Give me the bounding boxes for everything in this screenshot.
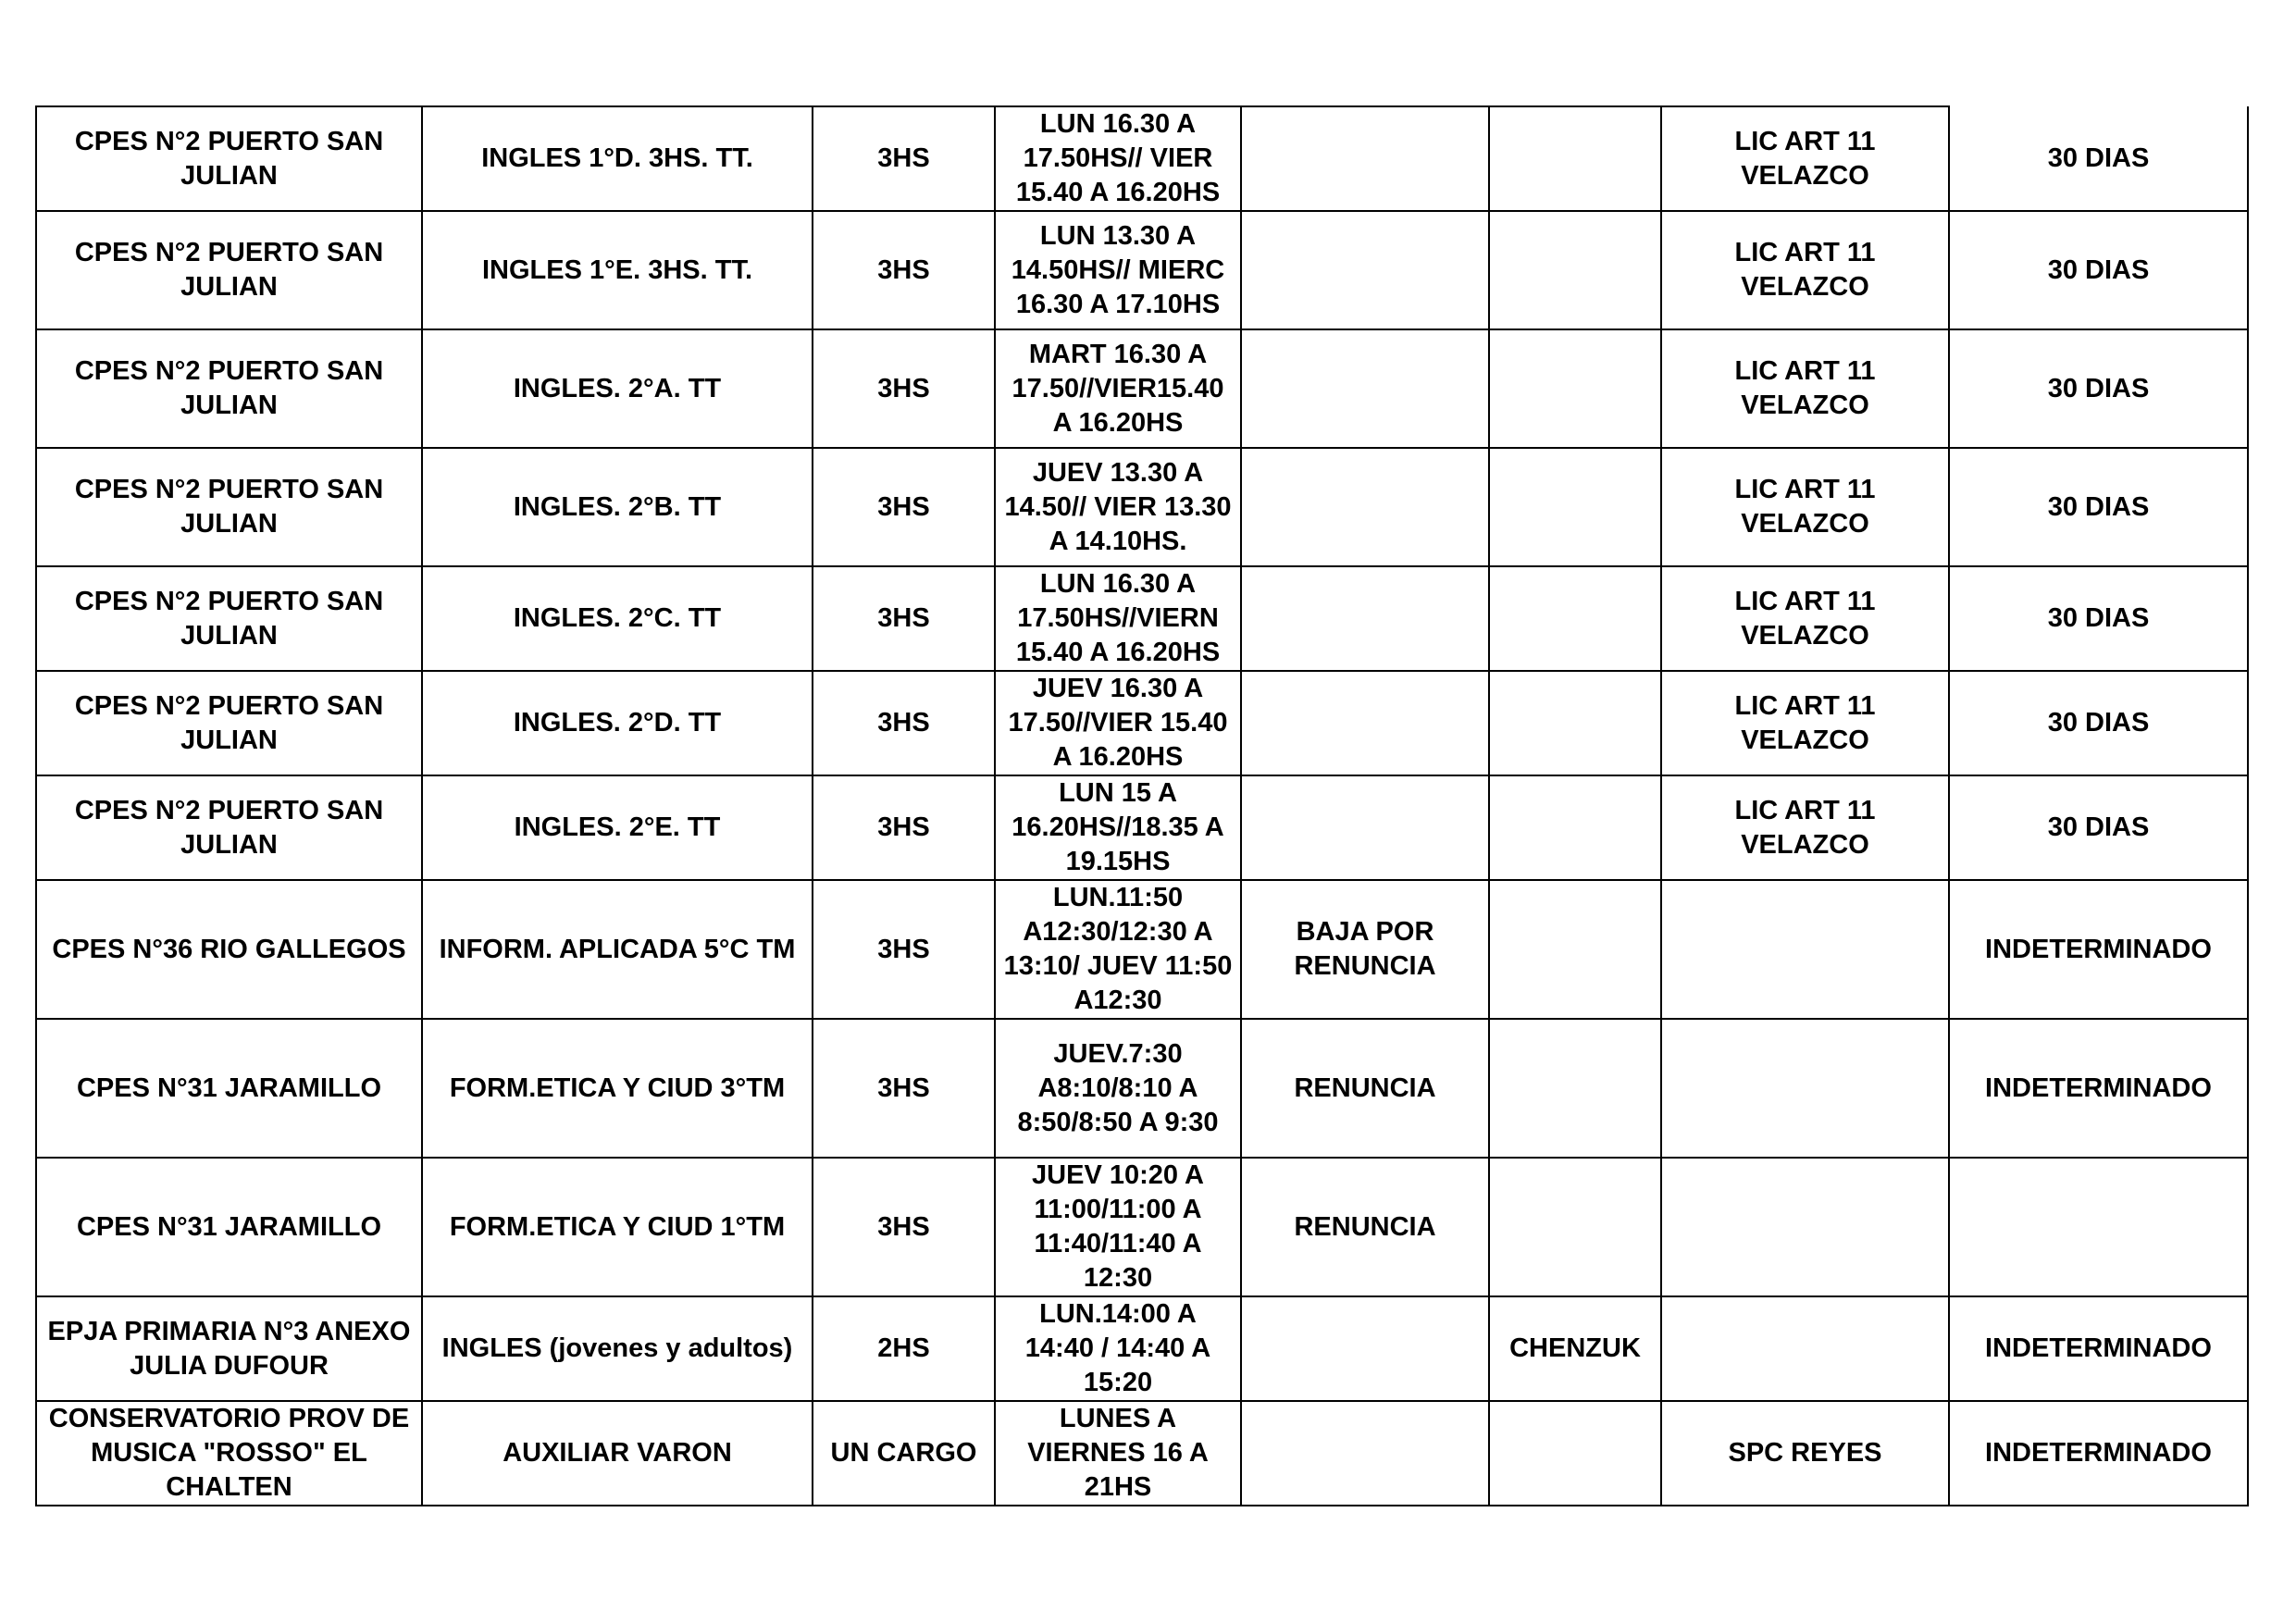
license-cell bbox=[1661, 880, 1949, 1019]
schedule-cell: LUN.11:50 A12:30/12:30 A 13:10/ JUEV 11:50 A12:30 bbox=[995, 880, 1241, 1019]
table-row bbox=[36, 211, 2248, 329]
duration-cell: INDETERMINADO bbox=[1949, 1019, 2248, 1158]
subject-cell: INGLES. 2°B. TT bbox=[422, 448, 813, 566]
schedule-cell: JUEV.7:30 A8:10/8:10 A 8:50/8:50 A 9:30 bbox=[995, 1019, 1241, 1158]
reason-cell: RENUNCIA bbox=[1241, 1158, 1489, 1296]
outgoing-teacher-cell: CHENZUK bbox=[1489, 1296, 1661, 1401]
duration-cell: 30 DIAS bbox=[1949, 775, 2248, 880]
schedule-cell: LUN 15 A 16.20HS//18.35 A 19.15HS bbox=[995, 775, 1241, 880]
duration-cell: 30 DIAS bbox=[1949, 448, 2248, 566]
school-cell: CPES N°2 PUERTO SAN JULIAN bbox=[36, 211, 422, 329]
table-row bbox=[36, 329, 2248, 448]
school-cell: CPES N°2 PUERTO SAN JULIAN bbox=[36, 671, 422, 775]
license-cell: LIC ART 11 VELAZCO bbox=[1661, 448, 1949, 566]
outgoing-teacher-cell bbox=[1489, 1401, 1661, 1506]
table-row bbox=[36, 566, 2248, 671]
table-row bbox=[36, 671, 2248, 775]
schedule-cell: LUN 13.30 A 14.50HS// MIERC 16.30 A 17.10HS bbox=[995, 211, 1241, 329]
license-cell bbox=[1661, 1296, 1949, 1401]
reason-cell bbox=[1241, 329, 1489, 448]
hours-cell: 2HS bbox=[813, 1296, 995, 1401]
outgoing-teacher-cell bbox=[1489, 106, 1661, 211]
license-cell: LIC ART 11 VELAZCO bbox=[1661, 106, 1949, 211]
table-row bbox=[36, 1401, 2248, 1506]
schedule-cell: JUEV 10:20 A 11:00/11:00 A 11:40/11:40 A 12:30 bbox=[995, 1158, 1241, 1296]
duration-cell: INDETERMINADO bbox=[1949, 1296, 2248, 1401]
license-cell: LIC ART 11 VELAZCO bbox=[1661, 566, 1949, 671]
school-cell: CPES N°31 JARAMILLO bbox=[36, 1158, 422, 1296]
vacancies-table bbox=[35, 105, 2249, 1506]
school-cell: CPES N°2 PUERTO SAN JULIAN bbox=[36, 329, 422, 448]
schedule-cell: LUN 16.30 A 17.50HS// VIER 15.40 A 16.20HS bbox=[995, 106, 1241, 211]
license-cell bbox=[1661, 1158, 1949, 1296]
hours-cell: 3HS bbox=[813, 1158, 995, 1296]
license-cell: LIC ART 11 VELAZCO bbox=[1661, 329, 1949, 448]
schedule-cell: JUEV 13.30 A 14.50// VIER 13.30 A 14.10HS. bbox=[995, 448, 1241, 566]
duration-cell: 30 DIAS bbox=[1949, 566, 2248, 671]
outgoing-teacher-cell bbox=[1489, 211, 1661, 329]
schedule-cell: JUEV 16.30 A 17.50//VIER 15.40 A 16.20HS bbox=[995, 671, 1241, 775]
outgoing-teacher-cell bbox=[1489, 448, 1661, 566]
license-cell: SPC REYES bbox=[1661, 1401, 1949, 1506]
table-row bbox=[36, 106, 2248, 211]
license-cell: LIC ART 11 VELAZCO bbox=[1661, 775, 1949, 880]
duration-cell: INDETERMINADO bbox=[1949, 880, 2248, 1019]
subject-cell: INGLES. 2°A. TT bbox=[422, 329, 813, 448]
reason-cell bbox=[1241, 775, 1489, 880]
subject-cell: AUXILIAR VARON bbox=[422, 1401, 813, 1506]
schedule-cell: LUN 16.30 A 17.50HS//VIERN 15.40 A 16.20HS bbox=[995, 566, 1241, 671]
duration-cell: INDETERMINADO bbox=[1949, 1401, 2248, 1506]
table-row bbox=[36, 448, 2248, 566]
outgoing-teacher-cell bbox=[1489, 566, 1661, 671]
reason-cell bbox=[1241, 211, 1489, 329]
subject-cell: FORM.ETICA Y CIUD 1°TM bbox=[422, 1158, 813, 1296]
hours-cell: 3HS bbox=[813, 211, 995, 329]
school-cell: CPES N°36 RIO GALLEGOS bbox=[36, 880, 422, 1019]
school-cell: CPES N°31 JARAMILLO bbox=[36, 1019, 422, 1158]
outgoing-teacher-cell bbox=[1489, 1019, 1661, 1158]
reason-cell bbox=[1241, 1401, 1489, 1506]
reason-cell: BAJA POR RENUNCIA bbox=[1241, 880, 1489, 1019]
hours-cell: 3HS bbox=[813, 106, 995, 211]
table-row bbox=[36, 775, 2248, 880]
subject-cell: INFORM. APLICADA 5°C TM bbox=[422, 880, 813, 1019]
subject-cell: INGLES. 2°C. TT bbox=[422, 566, 813, 671]
hours-cell: 3HS bbox=[813, 1019, 995, 1158]
reason-cell bbox=[1241, 671, 1489, 775]
hours-cell: 3HS bbox=[813, 329, 995, 448]
reason-cell bbox=[1241, 566, 1489, 671]
duration-cell: 30 DIAS bbox=[1949, 106, 2248, 211]
outgoing-teacher-cell bbox=[1489, 329, 1661, 448]
schedule-cell: MART 16.30 A 17.50//VIER15.40 A 16.20HS bbox=[995, 329, 1241, 448]
license-cell bbox=[1661, 1019, 1949, 1158]
outgoing-teacher-cell bbox=[1489, 1158, 1661, 1296]
school-cell: CONSERVATORIO PROV DE MUSICA "ROSSO" EL CHALTEN bbox=[36, 1401, 422, 1506]
school-cell: CPES N°2 PUERTO SAN JULIAN bbox=[36, 775, 422, 880]
table-row bbox=[36, 880, 2248, 1019]
hours-cell: 3HS bbox=[813, 671, 995, 775]
license-cell: LIC ART 11 VELAZCO bbox=[1661, 671, 1949, 775]
subject-cell: INGLES 1°D. 3HS. TT. bbox=[422, 106, 813, 211]
reason-cell: RENUNCIA bbox=[1241, 1019, 1489, 1158]
table-row bbox=[36, 1296, 2248, 1401]
school-cell: CPES N°2 PUERTO SAN JULIAN bbox=[36, 106, 422, 211]
duration-cell bbox=[1949, 1158, 2248, 1296]
reason-cell bbox=[1241, 448, 1489, 566]
table-row bbox=[36, 1158, 2248, 1296]
subject-cell: INGLES (jovenes y adultos) bbox=[422, 1296, 813, 1401]
school-cell: CPES N°2 PUERTO SAN JULIAN bbox=[36, 566, 422, 671]
hours-cell: 3HS bbox=[813, 775, 995, 880]
schedule-cell: LUNES A VIERNES 16 A 21HS bbox=[995, 1401, 1241, 1506]
outgoing-teacher-cell bbox=[1489, 671, 1661, 775]
school-cell: EPJA PRIMARIA N°3 ANEXO JULIA DUFOUR bbox=[36, 1296, 422, 1401]
hours-cell: 3HS bbox=[813, 566, 995, 671]
duration-cell: 30 DIAS bbox=[1949, 211, 2248, 329]
table-body bbox=[36, 106, 2248, 1506]
subject-cell: INGLES. 2°D. TT bbox=[422, 671, 813, 775]
license-cell: LIC ART 11 VELAZCO bbox=[1661, 211, 1949, 329]
hours-cell: UN CARGO bbox=[813, 1401, 995, 1506]
outgoing-teacher-cell bbox=[1489, 775, 1661, 880]
reason-cell bbox=[1241, 1296, 1489, 1401]
duration-cell: 30 DIAS bbox=[1949, 329, 2248, 448]
outgoing-teacher-cell bbox=[1489, 880, 1661, 1019]
subject-cell: INGLES 1°E. 3HS. TT. bbox=[422, 211, 813, 329]
schedule-cell: LUN.14:00 A 14:40 / 14:40 A 15:20 bbox=[995, 1296, 1241, 1401]
subject-cell: INGLES. 2°E. TT bbox=[422, 775, 813, 880]
duration-cell: 30 DIAS bbox=[1949, 671, 2248, 775]
reason-cell bbox=[1241, 106, 1489, 211]
hours-cell: 3HS bbox=[813, 880, 995, 1019]
hours-cell: 3HS bbox=[813, 448, 995, 566]
school-cell: CPES N°2 PUERTO SAN JULIAN bbox=[36, 448, 422, 566]
subject-cell: FORM.ETICA Y CIUD 3°TM bbox=[422, 1019, 813, 1158]
table-row bbox=[36, 1019, 2248, 1158]
